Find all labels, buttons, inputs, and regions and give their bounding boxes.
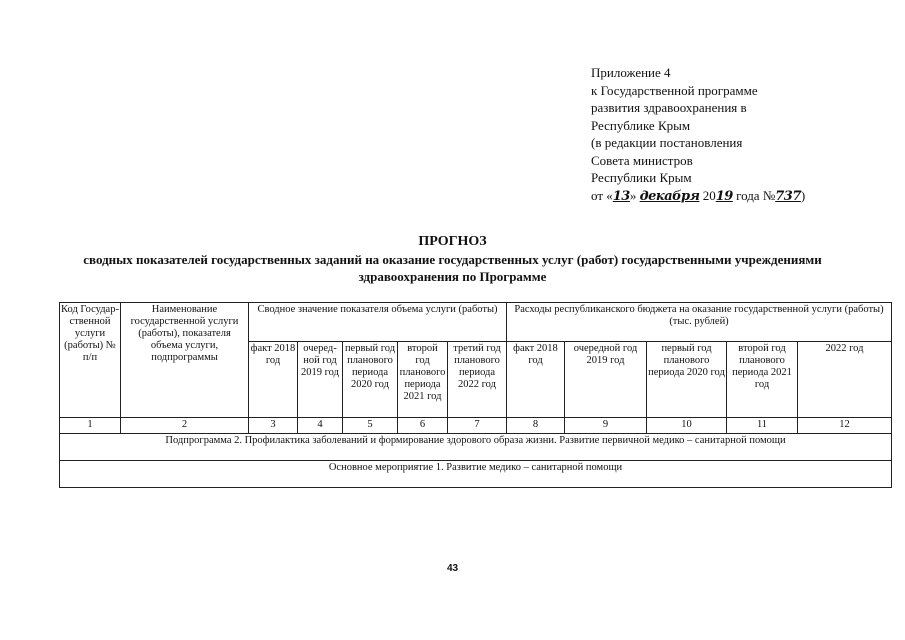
table-row	[60, 434, 892, 461]
date-mid: »	[629, 187, 640, 203]
document-title	[0, 232, 905, 285]
appendix-line: Совета министров	[591, 152, 693, 168]
budget-col-header: факт 2018 год	[507, 342, 565, 418]
table-row	[60, 461, 892, 488]
column-number: 1	[60, 418, 121, 434]
volume-col-header: третий год планового периода 2022 год	[448, 342, 507, 418]
title-sub: сводных показателей государственных заданий на оказание государственных услуг (работ) государственными учреждениями здравоохранения по Программе	[83, 252, 822, 284]
volume-col-header: факт 2018 год	[249, 342, 298, 418]
appendix-line: Республики Крым	[591, 170, 692, 185]
header-row-1	[60, 303, 892, 342]
main-activity-row: Основное мероприятие 1. Развитие медико – санитарной помощи	[60, 461, 892, 488]
column-number: 8	[507, 418, 565, 434]
column-number: 10	[647, 418, 727, 434]
appendix-header	[591, 64, 805, 205]
page-number: 43	[446, 563, 459, 574]
volume-col-header: первый год планового периода 2020 год	[343, 342, 398, 418]
group-budget-header: Расходы республиканского бюджета на оказание государственной услуги (работы) (тыс. рублей)	[507, 303, 892, 342]
date-day-handwritten: 13	[612, 188, 630, 204]
budget-col-header: первый год планового периода 2020 год	[647, 342, 727, 418]
date-year-handwritten: 19	[715, 188, 733, 204]
forecast-table	[59, 302, 892, 488]
date-year-prefix: 20	[699, 187, 716, 203]
date-month-handwritten: декабря	[639, 188, 700, 204]
date-number-handwritten: 737	[775, 188, 801, 204]
col-code-header: Код Государ-ственной услуги (работы) № п/п	[60, 303, 121, 418]
column-number: 6	[398, 418, 448, 434]
appendix-line: Республике Крым	[591, 117, 691, 133]
budget-col-header: очередной год 2019 год	[565, 342, 647, 418]
appendix-line: развития здравоохранения в	[591, 100, 747, 115]
column-number: 4	[298, 418, 343, 434]
column-number: 11	[727, 418, 798, 434]
budget-col-header: второй год планового периода 2021 год	[727, 342, 798, 418]
column-number: 5	[343, 418, 398, 434]
appendix-line: к Государственной программе	[591, 82, 758, 98]
col-name-header: Наименование государственной услуги (работы), показателя объема услуги, подпрограммы	[121, 303, 249, 418]
date-close: )	[800, 187, 806, 203]
column-number: 2	[121, 418, 249, 434]
subprogram-row: Подпрограмма 2. Профилактика заболеваний и формирование здорового образа жизни. Развитие первичной медико – санитарной помощи	[60, 434, 892, 461]
budget-col-header: 2022 год	[798, 342, 892, 418]
column-number: 12	[798, 418, 892, 434]
date-number-label: года №	[732, 187, 776, 203]
title-main: ПРОГНОЗ	[418, 234, 487, 249]
volume-col-header: очеред-ной год 2019 год	[298, 342, 343, 418]
appendix-date-line	[591, 187, 805, 206]
date-prefix: от «	[591, 187, 613, 203]
appendix-line: Приложение 4	[591, 65, 671, 80]
group-volume-header: Сводное значение показателя объема услуги (работы)	[249, 303, 507, 342]
appendix-line: (в редакции постановления	[591, 135, 743, 150]
column-number-row	[60, 418, 892, 434]
column-number: 9	[565, 418, 647, 434]
column-number: 7	[448, 418, 507, 434]
volume-col-header: второй год планового периода 2021 год	[398, 342, 448, 418]
column-number: 3	[249, 418, 298, 434]
